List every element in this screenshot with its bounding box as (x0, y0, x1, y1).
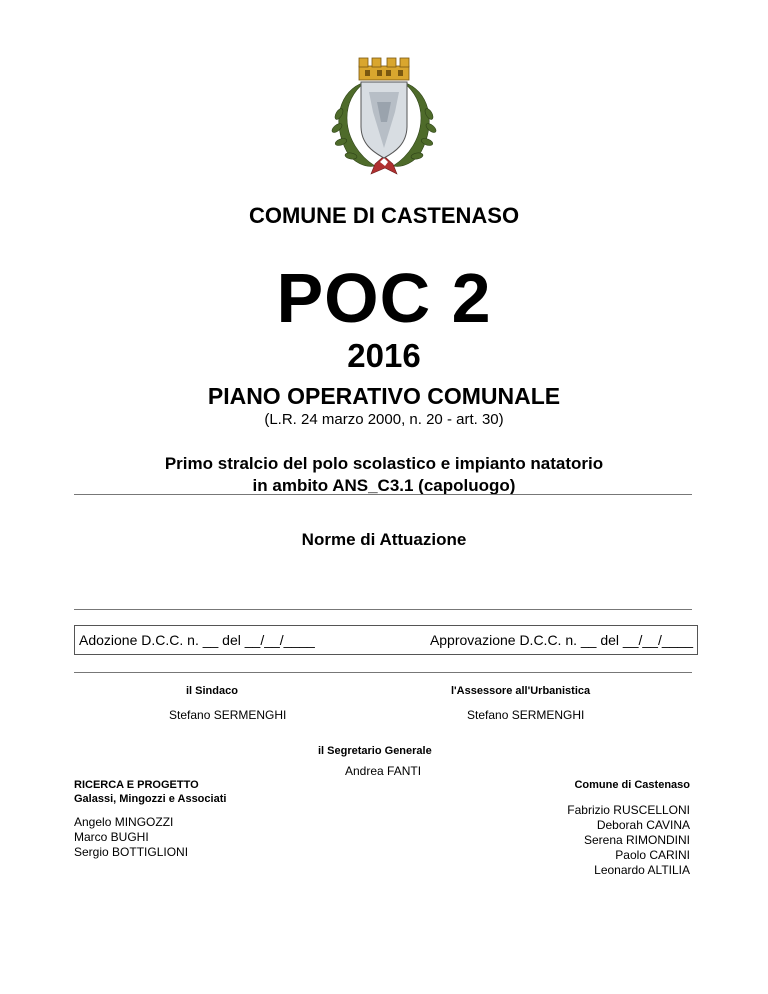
credits-right (567, 779, 690, 878)
adoption-text: Adozione D.C.C. n. __ del __/__/____ (79, 632, 315, 648)
divider (74, 609, 692, 610)
divider (74, 494, 692, 495)
mayor-label: il Sindaco (186, 685, 238, 697)
credit-person: Sergio BOTTIGLIONI (74, 845, 189, 859)
divider (74, 672, 692, 673)
credit-person: Serena RIMONDINI (583, 833, 690, 847)
credit-person: Paolo CARINI (615, 848, 690, 862)
law-reference: (L.R. 24 marzo 2000, n. 20 - art. 30) (264, 411, 504, 428)
assessor-name: Stefano SERMENGHI (467, 708, 585, 722)
credit-person: Deborah CAVINA (596, 818, 690, 832)
secretary-label: il Segretario Generale (318, 745, 432, 757)
mayor-name: Stefano SERMENGHI (169, 708, 287, 722)
document-year: 2016 (347, 337, 421, 374)
credits-right-heading: Comune di Castenaso (574, 779, 690, 791)
credit-person: Leonardo ALTILIA (594, 863, 690, 877)
coat-of-arms-icon (325, 52, 443, 176)
assessor-label: l'Assessore all'Urbanistica (451, 685, 591, 697)
document-code: POC 2 (276, 259, 492, 337)
plan-title: PIANO OPERATIVO COMUNALE (207, 383, 561, 409)
credit-person: Marco BUGHI (74, 830, 149, 844)
dcc-box (74, 625, 698, 655)
credits-left-heading: RICERCA E PROGETTO (74, 779, 199, 791)
approval-text: Approvazione D.C.C. n. __ del __/__/____ (429, 632, 693, 648)
secretary-name: Andrea FANTI (345, 764, 422, 778)
credits-left-firm: Galassi, Mingozzi e Associati (74, 793, 227, 805)
subject-line-1: Primo stralcio del polo scolastico e impianto natatorio (164, 454, 604, 473)
credit-person: Angelo MINGOZZI (74, 815, 174, 829)
credit-person: Fabrizio RUSCELLONI (567, 803, 690, 817)
document-type: Norme di Attuazione (301, 530, 467, 549)
credits-left (74, 779, 226, 860)
municipality-name: COMUNE DI CASTENASO (248, 203, 520, 228)
subject-line-2: in ambito ANS_C3.1 (capoluogo) (252, 476, 516, 495)
